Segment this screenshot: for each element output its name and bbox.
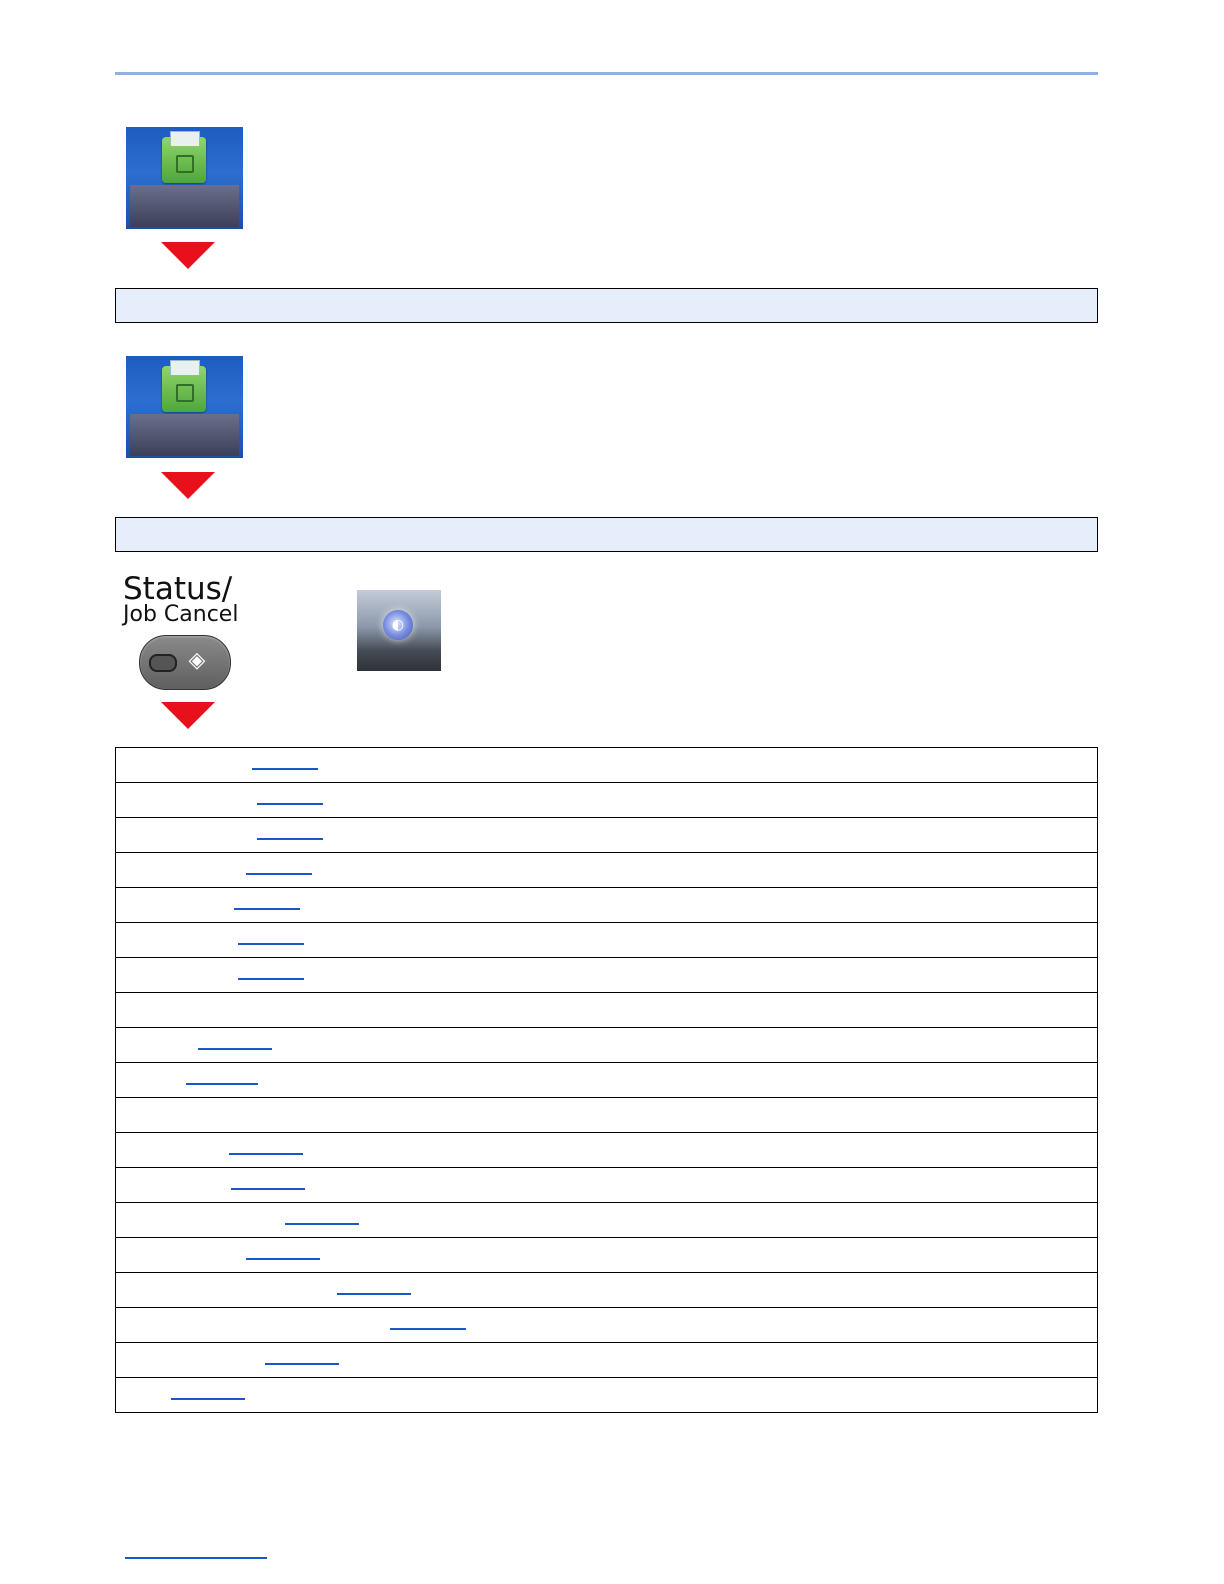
table-cell <box>116 853 1098 888</box>
page-reference-link[interactable] <box>257 838 323 840</box>
table-row <box>116 1308 1098 1343</box>
table-cell <box>116 1133 1098 1168</box>
footer-link[interactable] <box>125 1557 267 1559</box>
table-row <box>116 1063 1098 1098</box>
table-cell <box>116 783 1098 818</box>
table-cell <box>116 1308 1098 1343</box>
page-reference-link[interactable] <box>171 1398 245 1400</box>
table-row <box>116 783 1098 818</box>
table-row <box>116 993 1098 1028</box>
table-row <box>116 818 1098 853</box>
app-icon-label-bar <box>130 414 239 456</box>
page-reference-link[interactable] <box>186 1083 258 1085</box>
step-result-band <box>115 517 1098 552</box>
table-cell <box>116 1168 1098 1203</box>
table-row <box>116 1343 1098 1378</box>
table-cell <box>116 1273 1098 1308</box>
table-row <box>116 1238 1098 1273</box>
table-cell <box>116 1028 1098 1063</box>
status-led-icon <box>149 654 177 672</box>
table-cell <box>116 1203 1098 1238</box>
status-key-label-line1: Status/ <box>123 571 233 607</box>
orb-icon: ◐ <box>383 610 413 640</box>
table-cell <box>116 993 1098 1028</box>
document-box-icon <box>162 366 206 412</box>
page-reference-link[interactable] <box>257 803 323 805</box>
table-row <box>116 1168 1098 1203</box>
page-reference-link[interactable] <box>231 1188 305 1190</box>
page-reference-link[interactable] <box>229 1153 303 1155</box>
table-cell <box>116 1378 1098 1413</box>
page-reference-link[interactable] <box>265 1363 339 1365</box>
table-cell <box>116 888 1098 923</box>
table-cell <box>116 1238 1098 1273</box>
down-arrow-icon <box>161 242 215 269</box>
page-reference-link[interactable] <box>238 978 304 980</box>
page-reference-link[interactable] <box>246 873 312 875</box>
screen-orb-icon[interactable] <box>357 590 441 671</box>
page-reference-link[interactable] <box>234 908 300 910</box>
table-cell <box>116 923 1098 958</box>
table-row <box>116 1098 1098 1133</box>
page-reference-link[interactable] <box>337 1293 411 1295</box>
page-reference-link[interactable] <box>238 943 304 945</box>
page-reference-link[interactable] <box>246 1258 320 1260</box>
app-icon-label-bar <box>130 185 239 227</box>
table-row <box>116 748 1098 783</box>
document-box-app-icon[interactable] <box>126 356 243 458</box>
page-reference-link[interactable] <box>198 1048 272 1050</box>
table-row <box>116 1378 1098 1413</box>
document-box-icon <box>162 137 206 183</box>
table-row <box>116 923 1098 958</box>
table-cell <box>116 748 1098 783</box>
table-row <box>116 1028 1098 1063</box>
function-table <box>115 747 1098 1413</box>
page-reference-link[interactable] <box>390 1328 466 1330</box>
table-cell <box>116 818 1098 853</box>
status-key-label-line2: Job Cancel <box>123 602 239 627</box>
table-cell <box>116 1343 1098 1378</box>
table-cell <box>116 958 1098 993</box>
document-box-app-icon[interactable] <box>126 127 243 229</box>
page-reference-link[interactable] <box>252 768 318 770</box>
table-row <box>116 1203 1098 1238</box>
table-cell <box>116 1063 1098 1098</box>
table-cell <box>116 1098 1098 1133</box>
down-arrow-icon <box>161 472 215 499</box>
table-row <box>116 888 1098 923</box>
status-job-cancel-key[interactable] <box>139 635 231 690</box>
table-row <box>116 1273 1098 1308</box>
down-arrow-icon <box>161 702 215 729</box>
page-reference-link[interactable] <box>285 1223 359 1225</box>
status-eye-icon: ◈ <box>188 648 206 673</box>
table-row <box>116 958 1098 993</box>
table-row <box>116 1133 1098 1168</box>
step-result-band <box>115 288 1098 323</box>
header-rule <box>115 72 1098 75</box>
table-row <box>116 853 1098 888</box>
